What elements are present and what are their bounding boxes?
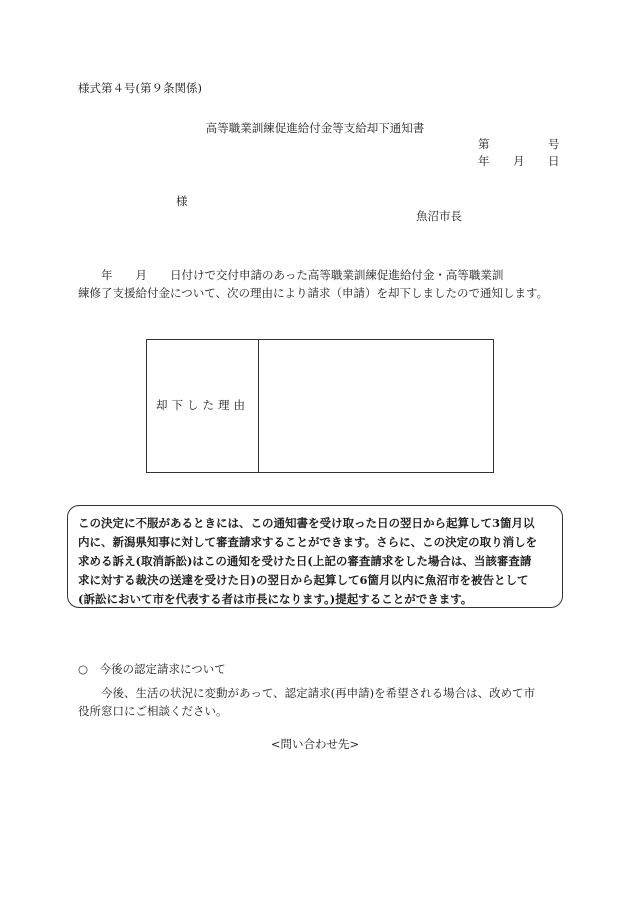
contact-info-label: <問い合わせ先> (270, 737, 360, 751)
appeal-line: (訴訟において市を代表する者は市長になります。)提起することができます。 (78, 592, 473, 606)
rejection-reason-value (259, 340, 493, 472)
notice-body-text (78, 266, 562, 302)
rejection-reason-table (146, 339, 494, 473)
document-title: 高等職業訓練促進給付金等支給却下通知書 (205, 121, 425, 135)
form-number-label: 様式第４号(第９条関係) (78, 81, 202, 95)
rejection-reason-label: 却下した理由 (147, 340, 259, 472)
appeal-line: 内に、新潟県知事に対して審査請求することができます。さらに、この決定の取り消しを (78, 535, 538, 549)
appeal-line: 求める訴え(取消訴訟)はこの通知を受けた日(上記の審査請求をした場合は、当該審査請 (78, 554, 532, 568)
document-number-prefix: 第 (478, 137, 490, 151)
appeal-line: 求に対する裁決の送達を受けた日)の翌日から起算して6箇月以内に魚沼市を被告として (78, 573, 529, 587)
notice-line: 今後、生活の状況に変動があって、認定請求(再申請)を希望される場合は、改めて市 (78, 686, 536, 700)
future-application-text (78, 684, 562, 720)
recipient-suffix: 様 (176, 194, 188, 208)
date-month-label: 月 (513, 154, 525, 168)
future-application-heading: ○ 今後の認定請求について (78, 662, 226, 676)
notice-line: 役所窓口にご相談ください。 (78, 704, 228, 718)
document-number-suffix: 号 (548, 137, 560, 151)
appeal-rights-box (67, 505, 563, 608)
date-year-label: 年 (478, 154, 490, 168)
body-line: 練修了支援給付金について、次の理由により請求（申請）を却下しましたので通知します。 (78, 286, 549, 300)
body-line: 年 月 日付けで交付申請のあった高等職業訓練促進給付金・高等職業訓 (78, 268, 504, 282)
issuer-name: 魚沼市長 (416, 209, 462, 223)
appeal-line: この決定に不服があるときには、この通知書を受け取った日の翌日から起算して3箇月以 (78, 516, 535, 530)
date-day-label: 日 (548, 154, 560, 168)
